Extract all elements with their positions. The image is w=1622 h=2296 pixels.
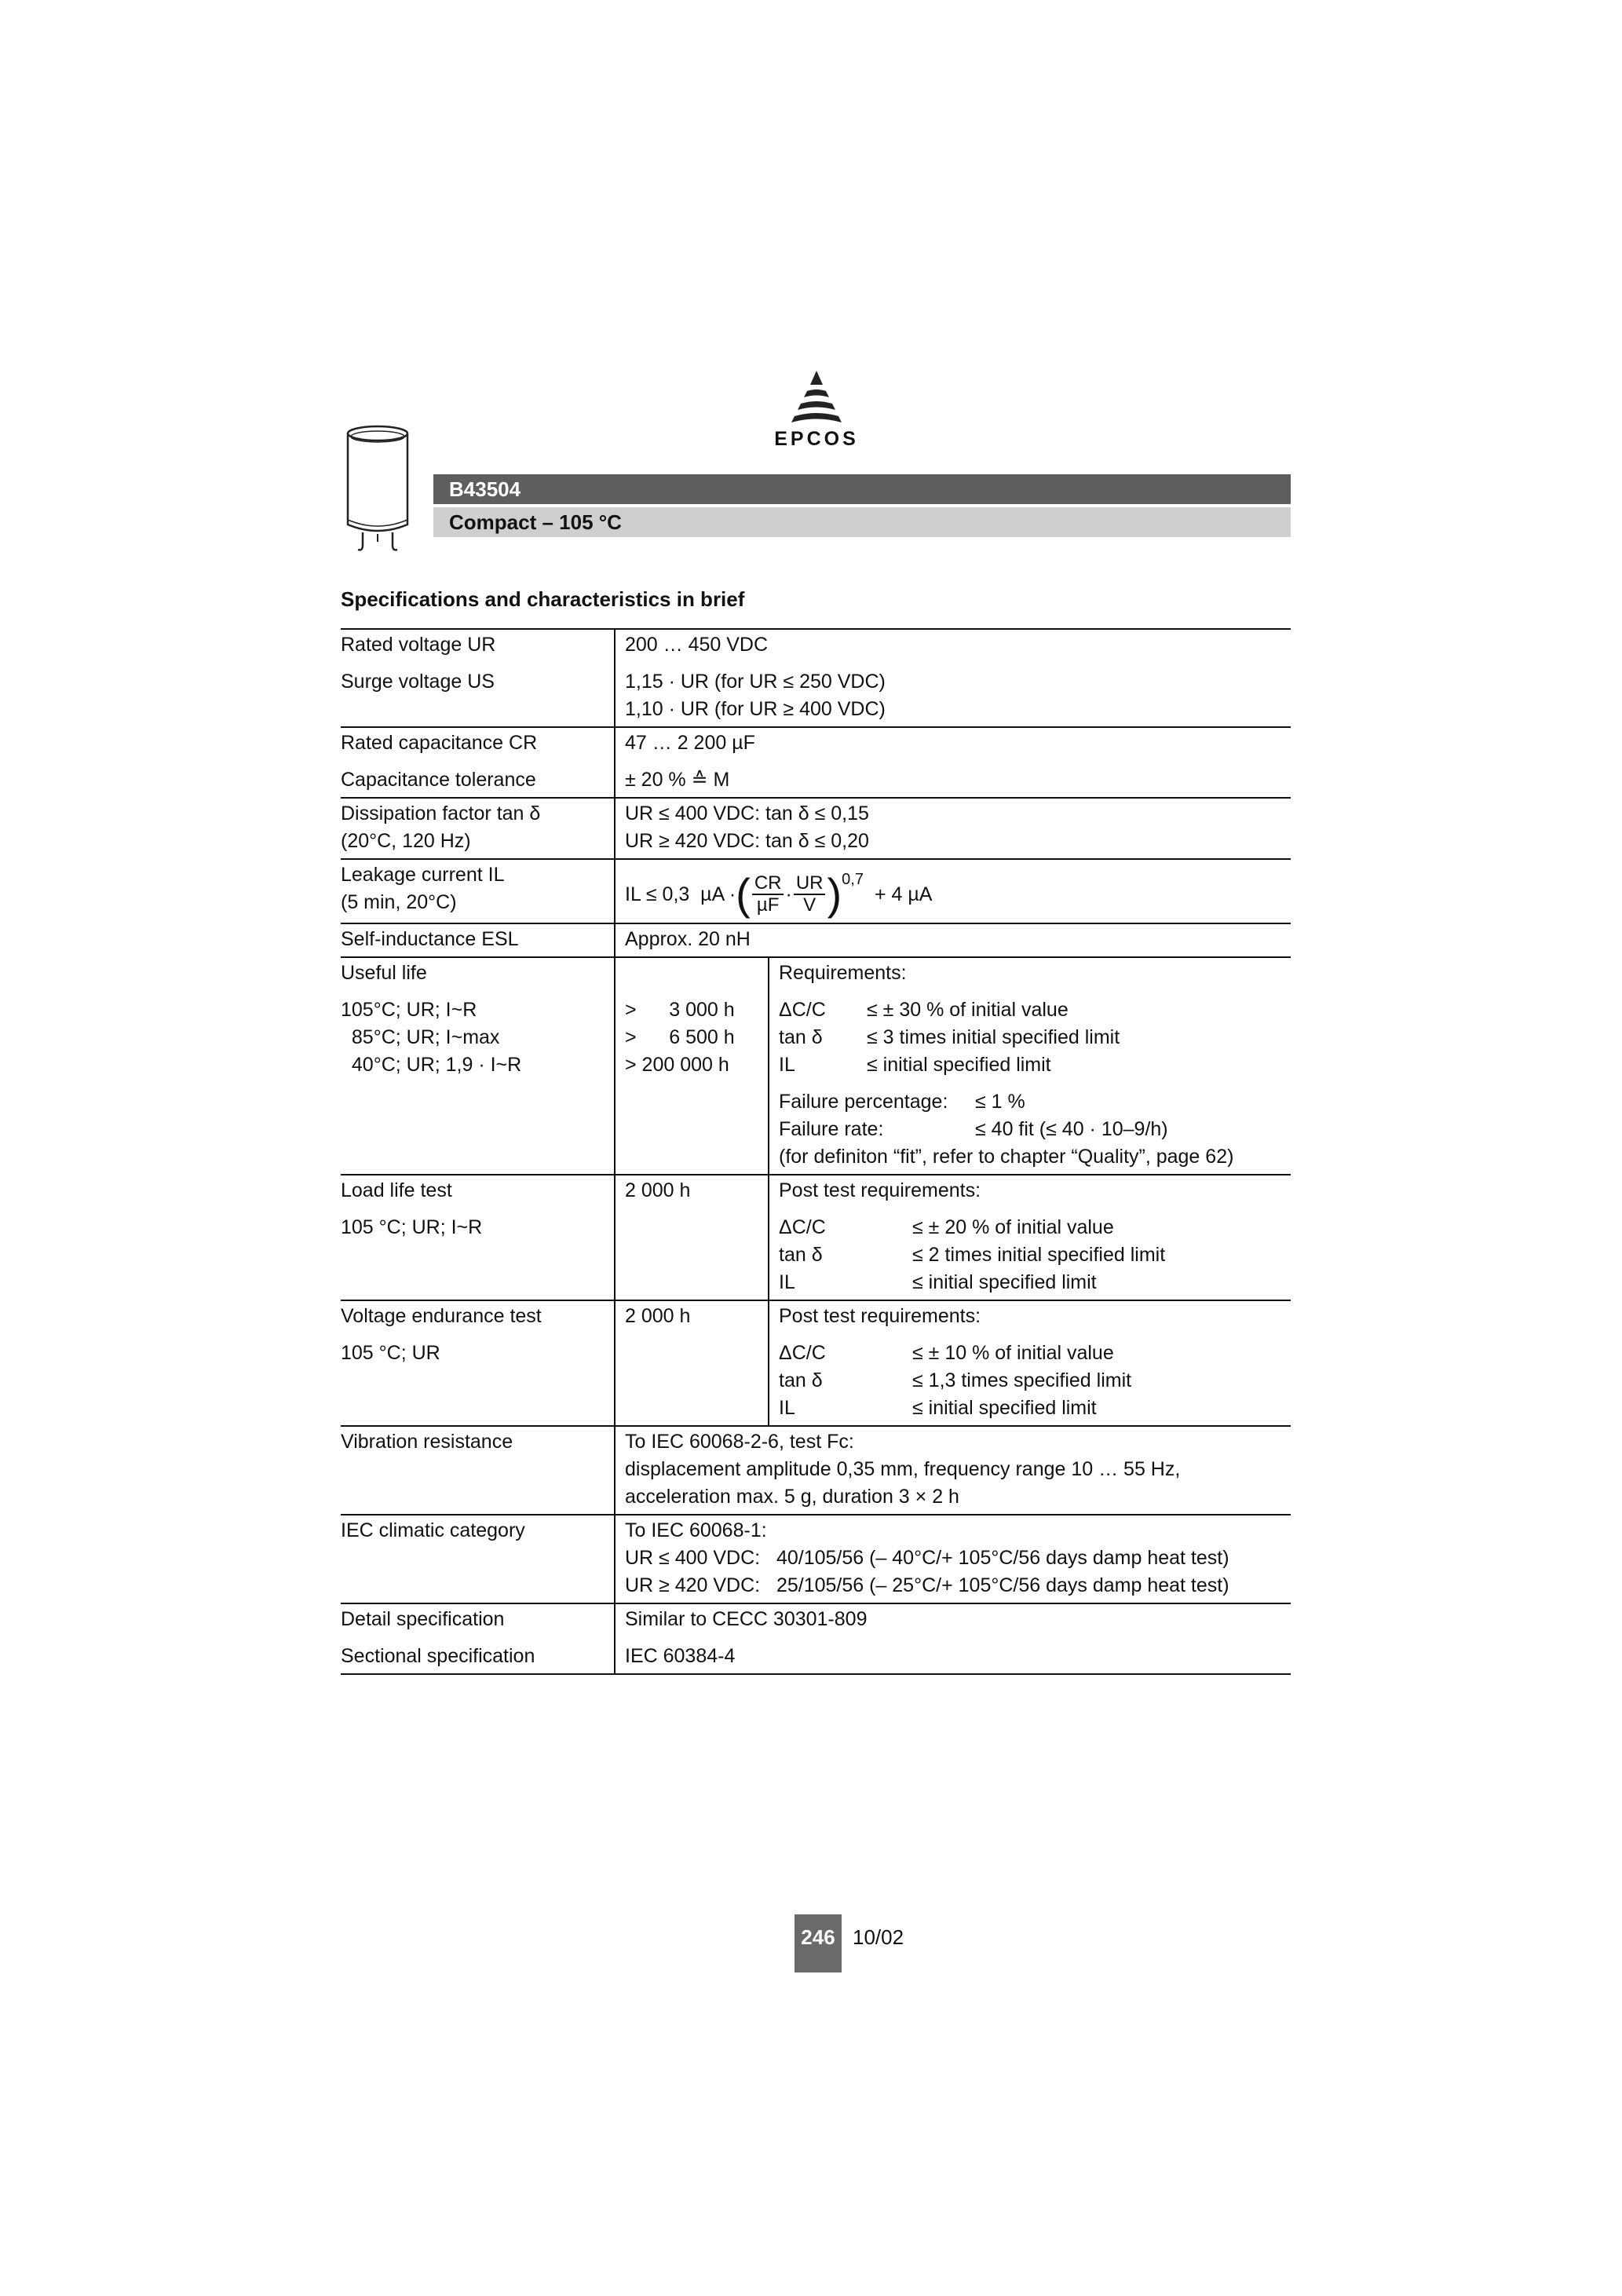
- climatic-line-1: To IEC 60068-1:: [625, 1519, 767, 1541]
- useful-life-cond-2: 85°C; UR; I~max: [341, 1026, 500, 1048]
- label-load-life: Load life test: [341, 1179, 452, 1201]
- formula-paren-close: ): [827, 869, 842, 919]
- spec-row-voltage: [341, 628, 1291, 726]
- label-climatic: IEC climatic category: [341, 1519, 525, 1541]
- value-sectional-spec: IEC 60384-4: [625, 1645, 736, 1667]
- useful-life-hours-1: > 3 000 h: [625, 999, 735, 1021]
- load-life-req-1: ΔC/C ≤ ± 20 % of initial value: [779, 1216, 1114, 1238]
- formula-dot: ·: [785, 883, 792, 905]
- label-vibration: Vibration resistance: [341, 1431, 513, 1453]
- useful-life-req-3: IL ≤ initial specified limit: [779, 1054, 1051, 1076]
- voltage-endurance-req-2: tan δ ≤ 1,3 times specified limit: [779, 1369, 1132, 1391]
- value-dissipation-2: UR ≥ 420 VDC: tan δ ≤ 0,20: [625, 830, 869, 852]
- voltage-endurance-req-1: ΔC/C ≤ ± 10 % of initial value: [779, 1342, 1114, 1364]
- voltage-endurance-cond: 105 °C; UR: [341, 1342, 440, 1364]
- value-surge-voltage-1: 1,15 · UR (for UR ≤ 250 VDC): [625, 671, 886, 693]
- spec-row-load-life: [341, 1174, 1291, 1300]
- formula-lhs: IL ≤ 0,3 µA ·: [625, 883, 736, 905]
- value-rated-capacitance: 47 … 2 200 µF: [625, 732, 755, 754]
- spec-row-capacitance: [341, 726, 1291, 797]
- vibration-line-1: To IEC 60068-2-6, test Fc:: [625, 1431, 854, 1453]
- formula-frac-cr: $\frac{CR}{\text{µF}}$: [752, 873, 784, 916]
- vibration-line-3: acceleration max. 5 g, duration 3 × 2 h: [625, 1486, 959, 1508]
- page-date: 10/02: [853, 1925, 904, 1949]
- useful-life-cond-3: 40°C; UR; 1,9 · I~R: [341, 1054, 522, 1076]
- value-surge-voltage-2: 1,10 · UR (for UR ≥ 400 VDC): [625, 698, 886, 720]
- part-number-bar: B43504: [433, 474, 1291, 504]
- label-voltage-endurance: Voltage endurance test: [341, 1305, 542, 1327]
- failure-percentage: Failure percentage: ≤ 1 %: [779, 1091, 1025, 1113]
- value-cap-tolerance: ± 20 % ≙ M: [625, 769, 730, 791]
- useful-life-req-1: ΔC/C ≤ ± 30 % of initial value: [779, 999, 1069, 1021]
- spec-row-voltage-endurance: [341, 1300, 1291, 1425]
- page-number: 246: [795, 1914, 842, 1972]
- formula-rhs: + 4 µA: [874, 883, 933, 905]
- leakage-formula: [625, 869, 1291, 919]
- climatic-line-2: UR ≤ 400 VDC: 40/105/56 (– 40°C/+ 105°C/56 days damp heat test): [625, 1547, 1229, 1569]
- load-life-cond: 105 °C; UR; I~R: [341, 1216, 483, 1238]
- formula-exponent: 0,7: [842, 871, 864, 888]
- load-life-req-title: Post test requirements:: [779, 1179, 981, 1201]
- useful-life-req-title: Requirements:: [779, 962, 907, 984]
- useful-life-req-2: tan δ ≤ 3 times initial specified limit: [779, 1026, 1120, 1048]
- fit-note: (for definiton “fit”, refer to chapter “Quality”, page 62): [779, 1146, 1234, 1168]
- useful-life-hours-2: > 6 500 h: [625, 1026, 735, 1048]
- failure-rate: Failure rate: ≤ 40 fit (≤ 40 · 10–9/h): [779, 1118, 1168, 1140]
- label-leakage-cond: (5 min, 20°C): [341, 891, 457, 913]
- section-title: Specifications and characteristics in brief: [341, 587, 745, 611]
- voltage-endurance-hours: 2 000 h: [625, 1305, 691, 1327]
- voltage-endurance-req-title: Post test requirements:: [779, 1305, 981, 1327]
- value-dissipation-1: UR ≤ 400 VDC: tan δ ≤ 0,15: [625, 803, 869, 824]
- spec-table: [341, 628, 1291, 1675]
- climatic-line-3: UR ≥ 420 VDC: 25/105/56 (– 25°C/+ 105°C/56 days damp heat test): [625, 1574, 1229, 1596]
- useful-life-hours-3: > 200 000 h: [625, 1054, 729, 1076]
- load-life-req-2: tan δ ≤ 2 times initial specified limit: [779, 1244, 1166, 1266]
- voltage-endurance-req-3: IL ≤ initial specified limit: [779, 1397, 1097, 1419]
- formula-frac-ur: $\frac{UR}{V}$: [794, 873, 826, 916]
- spec-row-climatic: [341, 1514, 1291, 1603]
- value-esl: Approx. 20 nH: [625, 928, 751, 950]
- label-rated-voltage: Rated voltage UR: [341, 634, 496, 656]
- spec-row-dissipation: [341, 797, 1291, 858]
- label-detail-spec: Detail specification: [341, 1608, 505, 1630]
- label-useful-life: Useful life: [341, 962, 427, 984]
- vibration-line-2: displacement amplitude 0,35 mm, frequency range 10 … 55 Hz,: [625, 1458, 1181, 1480]
- spec-row-esl: [341, 923, 1291, 956]
- value-rated-voltage: 200 … 450 VDC: [625, 634, 769, 656]
- capacitor-icon: [342, 422, 413, 558]
- value-detail-spec: Similar to CECC 30301-809: [625, 1608, 868, 1630]
- spec-row-useful-life: [341, 956, 1291, 1174]
- brand-name: EPCOS: [774, 428, 859, 450]
- label-surge-voltage: Surge voltage US: [341, 671, 495, 693]
- label-leakage: Leakage current IL: [341, 864, 505, 886]
- formula-paren-open: (: [736, 869, 751, 919]
- useful-life-cond-1: 105°C; UR; I~R: [341, 999, 477, 1021]
- label-rated-capacitance: Rated capacitance CR: [341, 732, 538, 754]
- label-dissipation-cond: (20°C, 120 Hz): [341, 830, 471, 852]
- label-cap-tolerance: Capacitance tolerance: [341, 769, 536, 791]
- label-sectional-spec: Sectional specification: [341, 1645, 535, 1667]
- spec-row-specification: [341, 1603, 1291, 1675]
- spec-row-leakage: [341, 858, 1291, 923]
- load-life-req-3: IL ≤ initial specified limit: [779, 1271, 1097, 1293]
- label-dissipation: Dissipation factor tan δ: [341, 803, 541, 824]
- label-esl: Self-inductance ESL: [341, 928, 519, 950]
- load-life-hours: 2 000 h: [625, 1179, 691, 1201]
- spec-row-vibration: [341, 1425, 1291, 1514]
- series-bar: Compact – 105 °C: [433, 507, 1291, 537]
